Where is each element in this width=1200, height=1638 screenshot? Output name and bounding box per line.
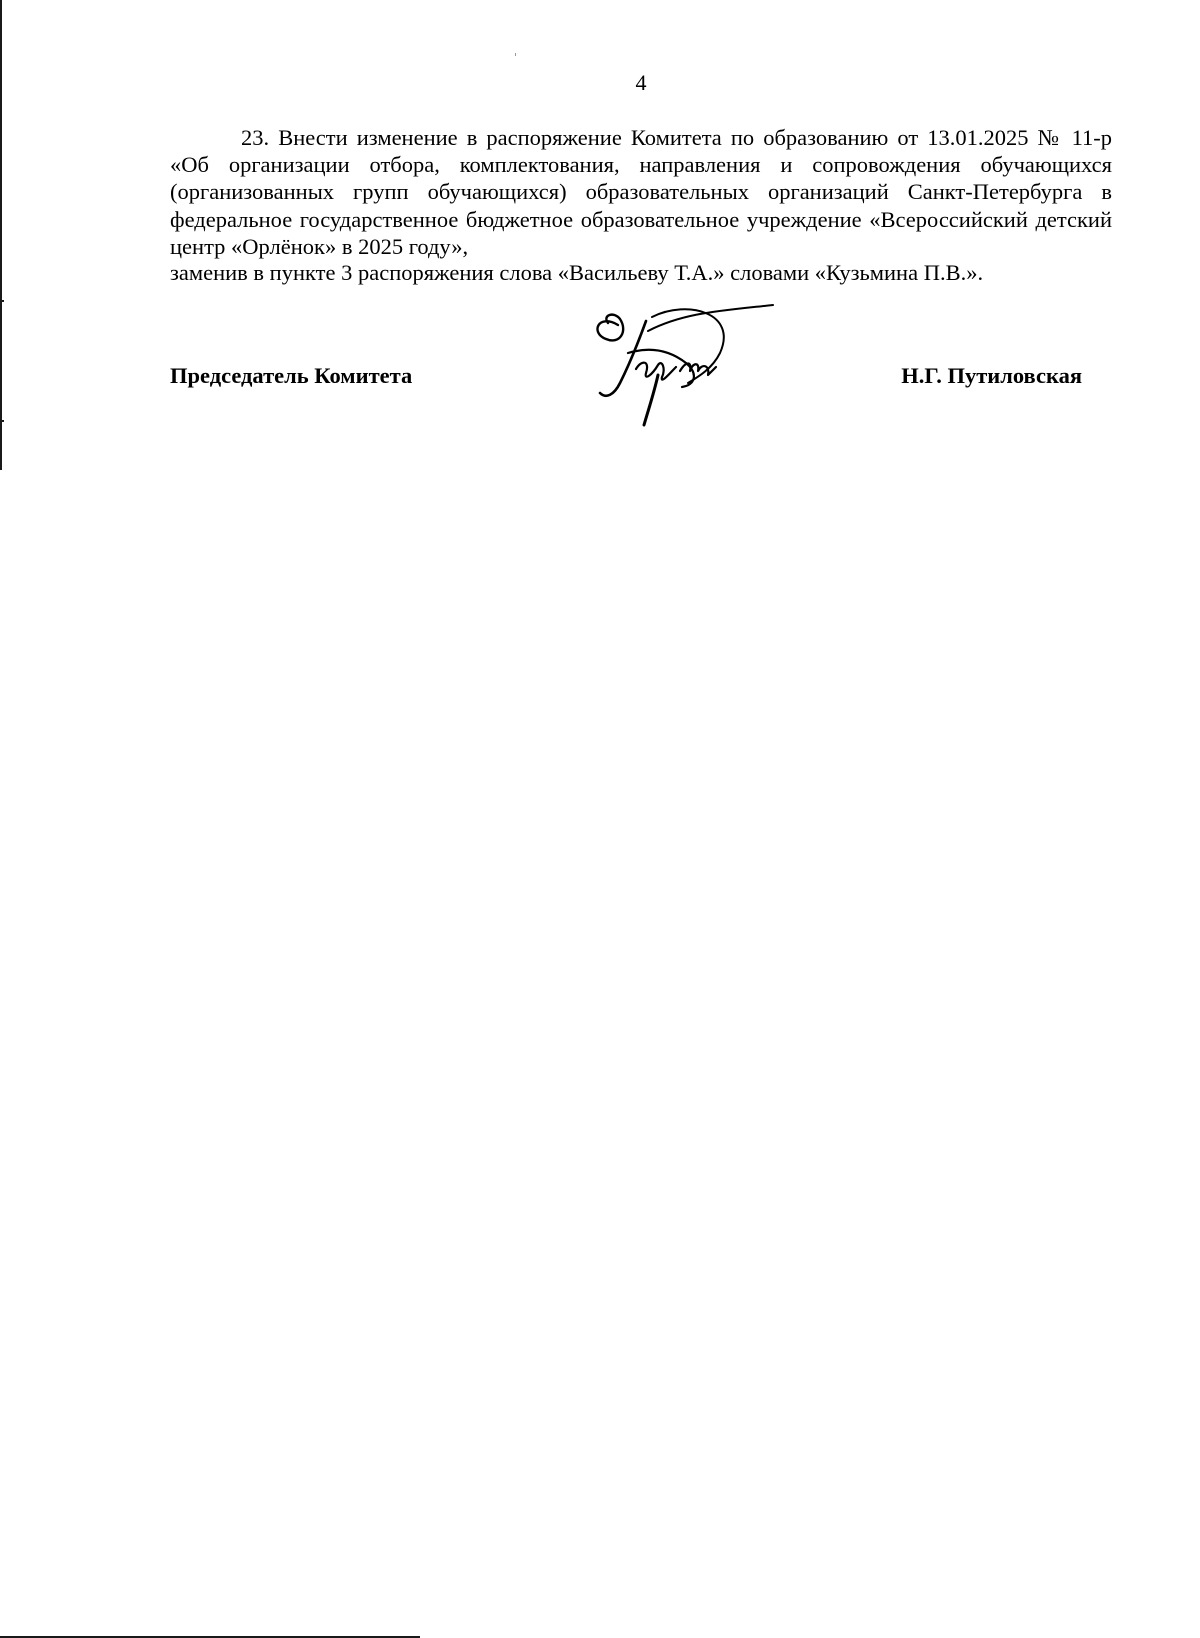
scan-edge-tick	[0, 300, 4, 302]
paragraph-last-line: заменив в пункте 3 распоряжения слова «Васильеву Т.А.» словами «Кузьмина П.В.».	[170, 260, 984, 285]
scan-edge-tick	[0, 420, 4, 422]
page-number: 4	[635, 70, 647, 95]
scan-speck	[515, 53, 516, 56]
handwritten-signature-icon	[588, 303, 778, 428]
signatory-name: Н.Г. Путиловская	[901, 363, 1082, 388]
paragraph-item-23: 23. Внести изменение в распоряжение Комитета по образованию от 13.01.2025 № 11-р «Об организации отбора, комплектования, направления и сопровождения обучающихся (организованных групп обучающихся) образовательных организаций Санкт-Петербурга в федеральное государственное бюджетное образовательное учреждение «Всероссийский детский центр «Орлёнок» в 2025 году»,	[170, 125, 1112, 259]
signatory-title: Председатель Комитета	[170, 363, 413, 388]
